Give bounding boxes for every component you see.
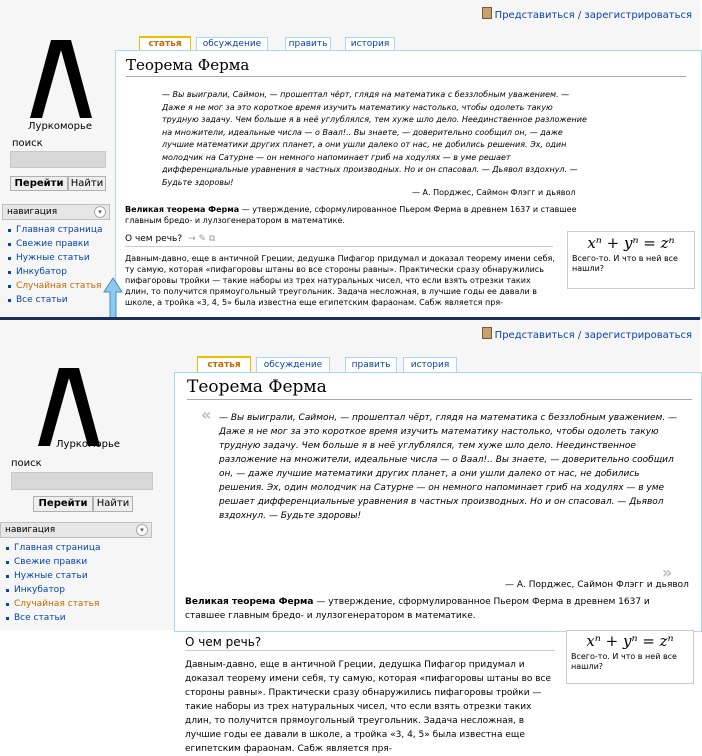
nav-item-random-article[interactable]: Случайная статья [0, 597, 152, 611]
tab-discussion[interactable]: обсуждение [256, 357, 330, 373]
formula-image: xⁿ + yⁿ = zⁿ [587, 234, 675, 252]
nav-item-incubator[interactable]: Инкубатор [0, 583, 152, 597]
screenshot-after [0, 320, 700, 754]
personal-login-link[interactable] [482, 7, 692, 21]
section-heading-label: О чем речь? [125, 234, 183, 244]
search-label: поиск [12, 138, 43, 149]
navigation-heading[interactable] [0, 522, 152, 538]
nav-item-main-page[interactable]: Главная страница [0, 541, 152, 555]
go-button[interactable]: Перейти [10, 176, 68, 191]
navigation-portlet [2, 204, 110, 307]
tab-edit[interactable]: править [285, 37, 331, 51]
content-area [115, 50, 702, 319]
chevron-down-icon[interactable]: ▾ [136, 524, 148, 536]
tab-article[interactable]: статья [197, 356, 251, 373]
tab-discussion[interactable]: обсуждение [196, 37, 268, 51]
nav-item-wanted-articles[interactable]: Нужные статьи [2, 251, 110, 265]
tab-history[interactable]: история [345, 37, 395, 51]
nav-item-incubator[interactable]: Инкубатор [2, 265, 110, 279]
tab-article[interactable]: статья [139, 36, 191, 51]
open-quote-icon: « [201, 405, 212, 424]
nav-item-wanted-articles[interactable]: Нужные статьи [0, 569, 152, 583]
content-area [174, 372, 702, 754]
login-label[interactable]: Представиться / зарегистрироваться [494, 10, 692, 21]
lurkmore-logo-icon[interactable] [38, 366, 100, 448]
formula-caption: Всего-то. И что в ней все нашли? [571, 652, 677, 671]
lead-term: Великая теорема Ферма [125, 205, 240, 214]
lurkmore-logo-icon[interactable] [30, 38, 92, 120]
nav-item-all-articles[interactable]: Все статьи [0, 611, 152, 625]
section-heading [125, 234, 553, 247]
lead-paragraph [125, 204, 595, 226]
nav-item-recent-changes[interactable]: Свежие правки [0, 555, 152, 569]
login-label[interactable]: Представиться / зарегистрироваться [494, 330, 692, 341]
body-paragraph: Давным-давно, еще в античной Греции, дедушка Пифагор придумал и доказал теорему имени себя, ту самую, которая «пифагоровы штаны во все стороны равны». Практически сразу обнаружились пифагоровы тройки — такие наборы из трех натуральных чисел, что если взять отрезки таких длин, то получится прямоугольный треугольник. Задача несложная, в лучшие годы ее давали в школе, а тройка «3, 4, 5» была известна еще египетским фараонам. Сабж является пря- [185, 660, 552, 754]
nav-item-random-article[interactable]: Случайная статья [2, 279, 110, 293]
navigation-heading-label: навигация [5, 525, 56, 535]
lead-term: Великая теорема Ферма [185, 597, 314, 607]
chevron-down-icon[interactable]: ▾ [94, 206, 106, 218]
epigraph-attribution: — А. Порджес, Саймон Флэгг и дьявол [412, 188, 576, 197]
navigation-heading-label: навигация [7, 207, 58, 217]
user-icon [482, 327, 492, 339]
navigation-portlet [0, 522, 152, 625]
nav-item-all-articles[interactable]: Все статьи [2, 293, 110, 307]
search-input[interactable] [11, 472, 153, 490]
go-button[interactable]: Перейти [33, 496, 93, 512]
epigraph-attribution: — А. Порджес, Саймон Флэгг и дьявол [505, 580, 689, 590]
formula-thumbnail [566, 630, 694, 684]
search-label: поиск [11, 458, 42, 469]
nav-item-recent-changes[interactable]: Свежие правки [2, 237, 110, 251]
body-paragraph: Давным-давно, еще в античной Греции, дедушка Пифагор придумал и доказал теорему имени себя, ту самую, которая «пифагоровы штаны во все стороны равны». Практически сразу обнаружились пифагоровы тройки — такие наборы из трех натуральных чисел, что если взять отрезки таких длин, то получится прямоугольный треугольник. Задача несложная, в лучшие годы ее давали в школе, а тройка «3, 4, 5» была известна еще египетским фараонам. Сабж является пря- [125, 254, 555, 307]
find-button[interactable]: Найти [93, 496, 133, 512]
screenshot-before [0, 0, 700, 318]
lead-paragraph [185, 595, 685, 623]
pencil-icon[interactable]: → ✎ ⧉ [188, 234, 216, 244]
arrow-cursor-icon [104, 278, 122, 318]
tab-edit[interactable]: править [345, 357, 397, 373]
page-title: Теорема Ферма [126, 56, 686, 77]
epigraph-quote: — Вы выиграли, Саймон, — прошептал чёрт, глядя на математика с беззлобным уважением. — Даже я не мог за это короткое время изучить математику настолько, чтобы одолеть такую трудную задачу. Чем больше я в неё углублялся, тем хуже шло дело. Неединственное разложение на множители, идеальные числа — о Ваал!.. Вы знаете, — доверительно сообщил он, — даже лучшие математики других планет, а они ушли далеко от нас, не добились решения. Эх, один молодчик на Сатурне — он немного напоминает гриб на ходулях — в уме решает дифференциальные уравнения в частных производных. Но и он спасовал. — Дьявол вздохнул. — Будьте здоровы! [162, 90, 587, 187]
find-button[interactable]: Найти [68, 176, 106, 191]
formula-thumbnail [567, 231, 695, 289]
personal-login-link[interactable] [482, 327, 692, 341]
navigation-heading[interactable] [2, 204, 110, 220]
formula-caption: Всего-то. И что в ней все нашли? [572, 254, 678, 273]
lead-text: — утверждение, сформулированное Пьером Ферма в древнем 1637 и ставшее главным бредо- и лулзогенератором в математике. [185, 597, 650, 621]
epigraph-quote: — Вы выиграли, Саймон, — прошептал чёрт, глядя на математика с беззлобным уважением. — Даже я не мог за это короткое время изучить математику настолько, чтобы одолеть такую трудную задачу. Чем больше я в неё углублялся, тем хуже шло дело. Неединственное разложение на множители, идеальные числа — о Ваал!.. Вы знаете, — доверительно сообщил он, — даже лучшие математики других планет, а они ушли далеко от нас, не добились решения. Эх, один молодчик на Сатурне — он немного напоминает гриб на ходулях — в уме решает дифференциальные уравнения в частных производных. Но и он спасовал. — Дьявол вздохнул. — Будьте здоровы! [219, 413, 678, 521]
logo-text: Луркоморье [56, 439, 120, 450]
page-title: Теорема Ферма [187, 377, 692, 400]
nav-item-main-page[interactable]: Главная страница [2, 223, 110, 237]
search-input[interactable] [10, 151, 106, 168]
logo-text: Луркоморье [28, 121, 92, 132]
lead-text: — утверждение, сформулированное Пьером Ферма в древнем 1637 и ставшее главным бредо- и лулзогенератором в математике. [125, 205, 577, 225]
close-quote-icon: » [662, 563, 673, 582]
formula-image: xⁿ + yⁿ = zⁿ [586, 632, 674, 650]
section-heading: О чем речь? [185, 635, 555, 651]
user-icon [482, 7, 492, 19]
tab-history[interactable]: история [403, 357, 457, 373]
